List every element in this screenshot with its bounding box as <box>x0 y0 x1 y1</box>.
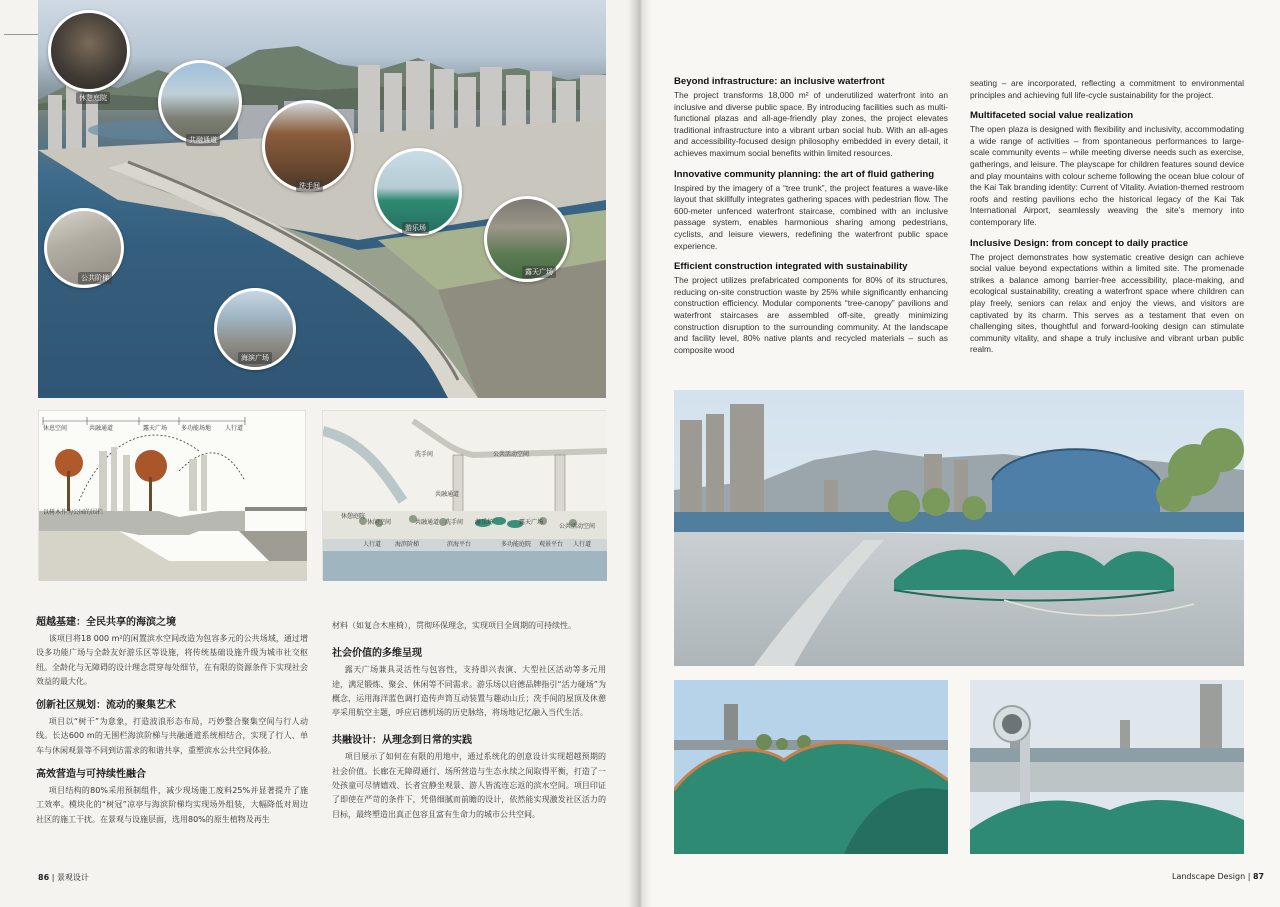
cn-paragraph-1: 该项目将18 000 m²的闲置滨水空间改造为包容多元的公共场域，通过增设多功能广场与全龄友好游乐区等设施，将传统基础设施升级为城市社交枢纽。全龄化与无障碍的设计理念贯穿每处细节，在有限的资源条件下实现社会效益的最大化。 <box>36 634 308 686</box>
cn-paragraph-3: 项目结构的80%采用预制组件，减少现场施工废料25%并显著提升了施工效率。模块化的“树冠”凉亭与海滨阶梯均实现场外组装，大幅降低对周边社区的施工干扰。在景观与设施层面，选用80%的原生植物及再生 <box>36 786 308 824</box>
cn-heading-1: 超越基建：全民共享的海滨之境 <box>36 617 176 628</box>
cn-heading-2: 创新社区规划：流动的聚集艺术 <box>36 700 176 712</box>
left-folio-separator: | <box>51 873 57 882</box>
plan-label-1: 休闲空间 <box>367 519 392 526</box>
section-note: 以树木作为公园的围栏 <box>43 509 104 516</box>
en-heading-5: Inclusive Design: from concept to daily practice <box>970 237 1189 249</box>
plan-label-15: 人行道 <box>573 541 592 548</box>
plan-label-11: 海滨阶梯 <box>395 541 420 548</box>
play-mound-photo-left <box>674 680 948 854</box>
right-page-number: 87 <box>1252 872 1265 881</box>
margin-rule <box>4 34 38 35</box>
book-gutter-shadow <box>628 0 652 907</box>
left-folio <box>38 872 89 883</box>
en-heading-2: Innovative community planning: the art of fluid gathering <box>674 168 935 180</box>
en-heading-4: Multifaceted social value realization <box>970 110 1134 122</box>
en-paragraph-1: The project transforms 18,000 m² of underutilized waterfront into an inclusive and diverse public space. By introducing facilities such as multi-functional plazas and all-age-friendly play zones, the project elevates traditional infrastructure into a vibrant urban social hub. With an all-ages and accessibility-focused design philosophy embedded in every detail, it achieves maximum social benefits within limited resources. <box>674 90 948 158</box>
left-folio-title: 景观设计 <box>56 873 89 882</box>
cn-paragraph-2: 项目以“树干”为意象，打造波浪形态布局，巧妙整合聚集空间与行人动线。长达600 m的无围栏海滨阶梯与共融通道系统相结合，实现了行人、单车与休闲观景等不同到访需求的和谐共享，重塑滨水公共空间体验。 <box>36 717 308 755</box>
cn-paragraph-4: 材料（如复合木座椅），贯彻环保理念，实现项目全周期的可持续性。 <box>332 621 576 630</box>
play-mound-left-drawing <box>674 680 948 854</box>
plan-label-5: 露天广场 <box>519 519 544 526</box>
cn-heading-3: 高效营造与可持续性融合 <box>36 769 146 781</box>
plan-diagram <box>322 410 606 580</box>
en-paragraph-3: The project utilizes prefabricated components for 80% of its structures, reducing on-site construction waste by 25% while significantly enhancing construction efficiency. Modular components “tree-canopy” pavilions and waterfront staircases are assembled off-site, greatly minimizing construction disruption to the surrounding community. At the landscape and facility level, 80% native plants and recycled materials – such as composite wood <box>674 275 948 355</box>
label-rest-courtyard: 休憩庭院 <box>76 92 110 104</box>
en-paragraph-4: seating – are incorporated, reflecting a commitment to environmental principles and achieving full life-cycle sustainability for the project. <box>970 78 1244 100</box>
section-label-rest: 休息空间 <box>43 425 68 432</box>
playground-main-photo <box>674 390 1244 666</box>
section-label-walkway: 人行道 <box>225 425 244 432</box>
bubble-rest-courtyard <box>48 10 130 92</box>
plan-label-14: 观景平台 <box>539 541 564 548</box>
right-folio <box>1172 872 1264 881</box>
label-waterfront-plaza: 海滨广场 <box>238 352 272 364</box>
section-label-plaza: 露天广场 <box>143 425 168 432</box>
bubble-restroom <box>262 100 354 192</box>
plan-label-7: 洗手间 <box>415 451 434 458</box>
plan-label-0: 休憩庭院 <box>341 513 366 520</box>
en-paragraph-5: The open plaza is designed with flexibility and inclusivity, accommodating a wide range of activities – from spontaneous performances to large-scale community events – while meeting diverse needs such as exercise, gatherings, and leisure. The playscape for children features sound device and play mountains with colour scheme following the ocean blue colour of the Kai Tak branding identity: Current of Vitality. Aviation-themed restroom roofs and resting pavilions echo the historical legacy of the Kai Tak International Airport, seamlessly weaving the site’s memory into contemporary life. <box>970 124 1244 227</box>
en-paragraph-2: Inspired by the imagery of a “tree trunk”, the project features a wave-like layout that skillfully integrates gathering spaces with pedestrian flow. The 600-meter unfenced waterfront staircase, combined with an inclusive passage system, enables harmonious sharing among pedestrians, cyclists, and leisure viewers, redefining the waterfront public space experience. <box>674 182 948 251</box>
chinese-column-1 <box>36 616 308 827</box>
plan-label-12: 滨海平台 <box>447 541 472 548</box>
plan-label-9: 共融通道 <box>435 491 460 498</box>
english-column-1 <box>674 76 948 356</box>
right-folio-separator: | <box>1247 872 1253 881</box>
label-inclusive-passage: 共融通道 <box>186 134 220 146</box>
right-folio-title: Landscape Design <box>1172 872 1246 881</box>
chinese-column-2 <box>332 619 606 822</box>
plan-label-6: 公共活动空间 <box>559 523 596 530</box>
plan-label-4: 游乐场 <box>475 519 494 526</box>
aerial-waterfront-photo <box>38 0 606 398</box>
plan-label-3: 洗手间 <box>445 519 464 526</box>
en-heading-1: Beyond infrastructure: an inclusive waterfront <box>674 76 885 87</box>
cn-paragraph-5: 露天广场兼具灵活性与包容性，支持即兴表演、大型社区活动等多元用途，满足锻炼、聚会、休闲等不同需求。游乐场以启德品牌指引“活力碰场”为概念，运用海洋蓝色调打造传声筒互动装置与趣动山丘；洗手间的屋顶及休憩亭采用航空主题，呼应启德机场的历史脉络，将场地记忆融入当代生活。 <box>332 665 606 718</box>
left-page-number: 86 <box>38 873 50 882</box>
sound-device-photo-right <box>970 680 1244 854</box>
en-paragraph-6: The project demonstrates how systematic creative design can achieve social value beyond expectations within a limited site. The promenade strikes a balance among barrier-free accessibility, place-making, and ecological sustainability, creating a waterfront space where children can play freely, seniors can relax and enjoy the views, and visitors are captivated by its charm. This serves as a testament that even on challenging sites, thoughtful and forward-looking design can stimulate community vitality, and shape a truly inclusive and vibrant urban public realm. <box>970 251 1244 355</box>
label-open-plaza: 露天广场 <box>522 266 556 278</box>
english-column-2 <box>970 78 1244 356</box>
cn-paragraph-6: 项目展示了如何在有限的用地中，通过系统化的创意设计实现超越预期的社会价值。长廊在无障碍通行、场所营造与生态永续之间取得平衡，打造了一处孩童可尽情嬉戏、长者宜静坐观景、游人皆流连忘返的滨水空间。项目印证了即使在严苛的条件下，凭借细腻而前瞻的设计，依然能实现激发社区活力的目标，最终塑造出真正包容且富有生命力的城市公共空间。 <box>332 752 606 819</box>
cn-heading-5: 共融设计：从理念到日常的实践 <box>332 735 472 747</box>
plan-label-8: 公共活动空间 <box>493 451 530 458</box>
right-page <box>640 0 1280 907</box>
plan-label-10: 人行道 <box>363 541 382 548</box>
plan-drawing <box>323 411 607 581</box>
plan-label-13: 多功能庭院 <box>501 541 532 548</box>
section-label-passage: 共融通道 <box>89 425 114 432</box>
bubble-inclusive-passage <box>158 60 242 144</box>
section-diagram <box>38 410 306 580</box>
label-playground: 游乐场 <box>402 222 429 234</box>
cn-heading-4: 社会价值的多维呈现 <box>332 648 422 660</box>
section-drawing <box>39 411 307 581</box>
label-public-stairs: 公共阶梯 <box>78 272 112 284</box>
en-heading-3: Efficient construction integrated with sustainability <box>674 261 908 273</box>
section-label-multiuse: 多功能场地 <box>181 425 212 432</box>
label-restroom: 洗手间 <box>296 180 323 192</box>
plan-label-2: 共融通道 <box>415 519 440 526</box>
playground-main-drawing <box>674 390 1244 666</box>
sound-device-drawing <box>970 680 1244 854</box>
